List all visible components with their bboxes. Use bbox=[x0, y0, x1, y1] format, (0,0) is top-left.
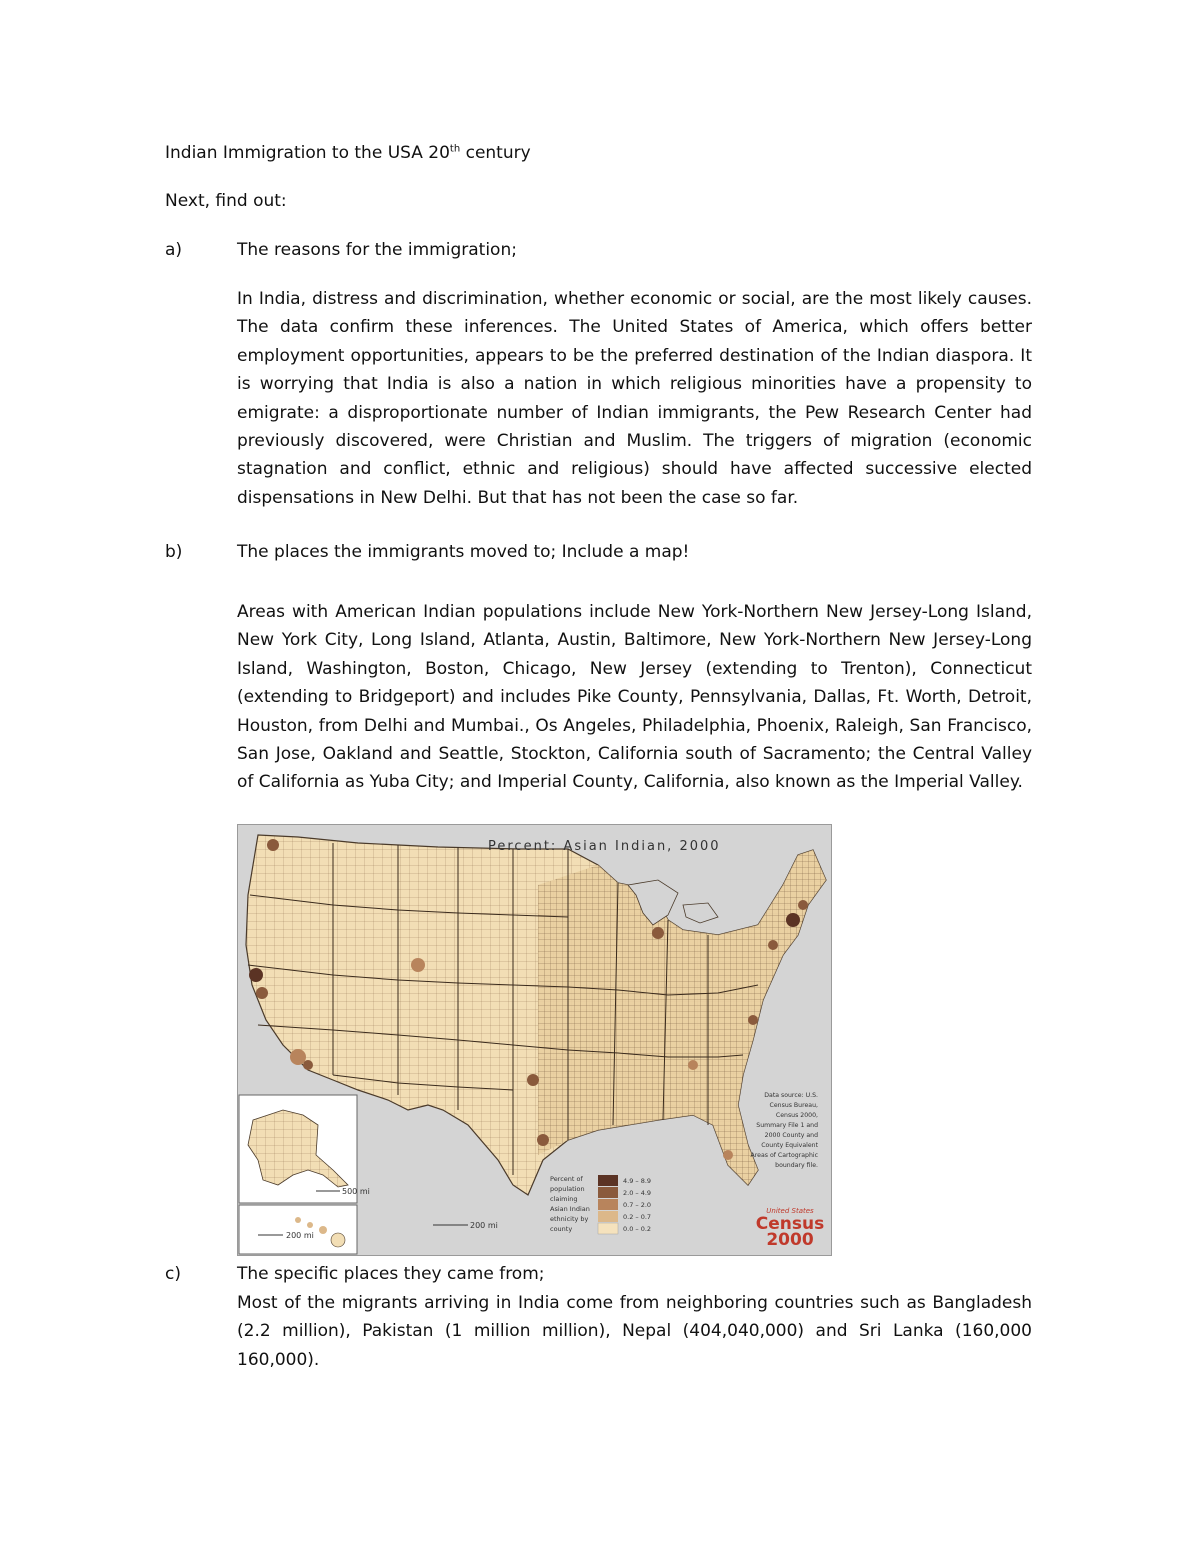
source-line: Summary File 1 and bbox=[756, 1122, 818, 1129]
section-c-body: Most of the migrants arriving in India come from neighboring countries such as Bangladesh (2.2 million), Pakistan (1 million million), Nepal (404,040,000) and Sri Lanka (160,000 160,000). bbox=[237, 1293, 1032, 1370]
legend-swatch bbox=[598, 1175, 618, 1186]
source-line: County Equivalent bbox=[761, 1142, 818, 1149]
hawaii-inset bbox=[239, 1205, 357, 1254]
legend-label: 0.0 – 0.2 bbox=[623, 1225, 652, 1233]
main-scale-label: 200 mi bbox=[470, 1221, 498, 1230]
source-line: Census Bureau, bbox=[769, 1102, 818, 1109]
section-b-heading: b) The places the immigrants moved to; Include a map! bbox=[165, 542, 690, 562]
legend-swatch bbox=[598, 1223, 618, 1234]
legend-label: 4.9 – 8.9 bbox=[623, 1177, 652, 1185]
legend-swatch bbox=[598, 1187, 618, 1198]
section-a-heading: a) The reasons for the immigration; bbox=[165, 240, 517, 260]
alaska-scale-label: 500 mi bbox=[342, 1187, 370, 1196]
legend-caption-line: Asian Indian bbox=[550, 1205, 590, 1213]
census-map bbox=[238, 825, 831, 1255]
logo-census-text: Census bbox=[755, 1214, 825, 1234]
legend-swatch bbox=[598, 1211, 618, 1222]
source-line: boundary file. bbox=[775, 1162, 818, 1169]
map-title: Percent: Asian Indian, 2000 bbox=[488, 839, 721, 854]
section-a-body: In India, distress and discrimination, whether economic or social, are the most likely causes. The data confirm these inferences. The United States of America, which offers better employment opportunities, appears to be the preferred destination of the Indian diaspora. It is worrying that India is also a nation in which religious minorities have a propensity to emigrate: a disproportionate number of Indian immigrants, the Pew Research Center had previously discovered, were Christian and Muslim. The triggers of migration (economic stagnation and conflict, ethnic and religious) should have affected successive elected dispensations in New Delhi. But that has not been the case so far. bbox=[237, 289, 1032, 508]
source-line: Census 2000, bbox=[775, 1112, 818, 1119]
legend-caption-line: claiming bbox=[550, 1195, 578, 1203]
source-line: Data source: U.S. bbox=[764, 1092, 818, 1099]
legend-caption-line: Percent of bbox=[550, 1175, 583, 1183]
section-c-heading: c) The specific places they came from; bbox=[165, 1264, 545, 1284]
legend-label: 0.2 – 0.7 bbox=[623, 1213, 652, 1221]
intro-line: Next, find out: bbox=[165, 191, 287, 211]
legend-label: 0.7 – 2.0 bbox=[623, 1201, 652, 1209]
legend-caption-line: county bbox=[550, 1225, 573, 1233]
legend-label: 2.0 – 4.9 bbox=[623, 1189, 652, 1197]
hawaii-scale-label: 200 mi bbox=[286, 1231, 314, 1240]
legend-caption-line: ethnicity by bbox=[550, 1215, 589, 1223]
document-title: Indian Immigration to the USA 20th century bbox=[165, 143, 531, 163]
legend-swatch bbox=[598, 1199, 618, 1210]
logo-top-text: United States bbox=[766, 1207, 814, 1215]
source-line: Areas of Cartographic bbox=[750, 1152, 818, 1159]
alaska-inset bbox=[239, 1095, 370, 1203]
logo-year-text: 2000 bbox=[766, 1230, 814, 1250]
legend-caption-line: population bbox=[550, 1185, 585, 1193]
section-b-body: Areas with American Indian populations include New York-Northern New Jersey-Long Island, New York City, Long Island, Atlanta, Austin, Baltimore, New York-Northern New Jersey-Long Island, Washington, Boston, Chicago, New Jersey (extending to Trenton), Connecticut (extending to Bridgeport) and includes Pike County, Pennsylvania, Dallas, Ft. Worth, Detroit, Houston, from Delhi and Mumbai., Os Angeles, Philadelphia, Phoenix, Raleigh, San Francisco, San Jose, Oakland and Seattle, Stockton, California south of Sacramento; the Central Valley of California as Yuba City; and Imperial County, California, also known as the Imperial Valley. bbox=[237, 602, 1032, 793]
source-line: 2000 County and bbox=[764, 1132, 818, 1139]
census-map-figure bbox=[237, 824, 832, 1256]
